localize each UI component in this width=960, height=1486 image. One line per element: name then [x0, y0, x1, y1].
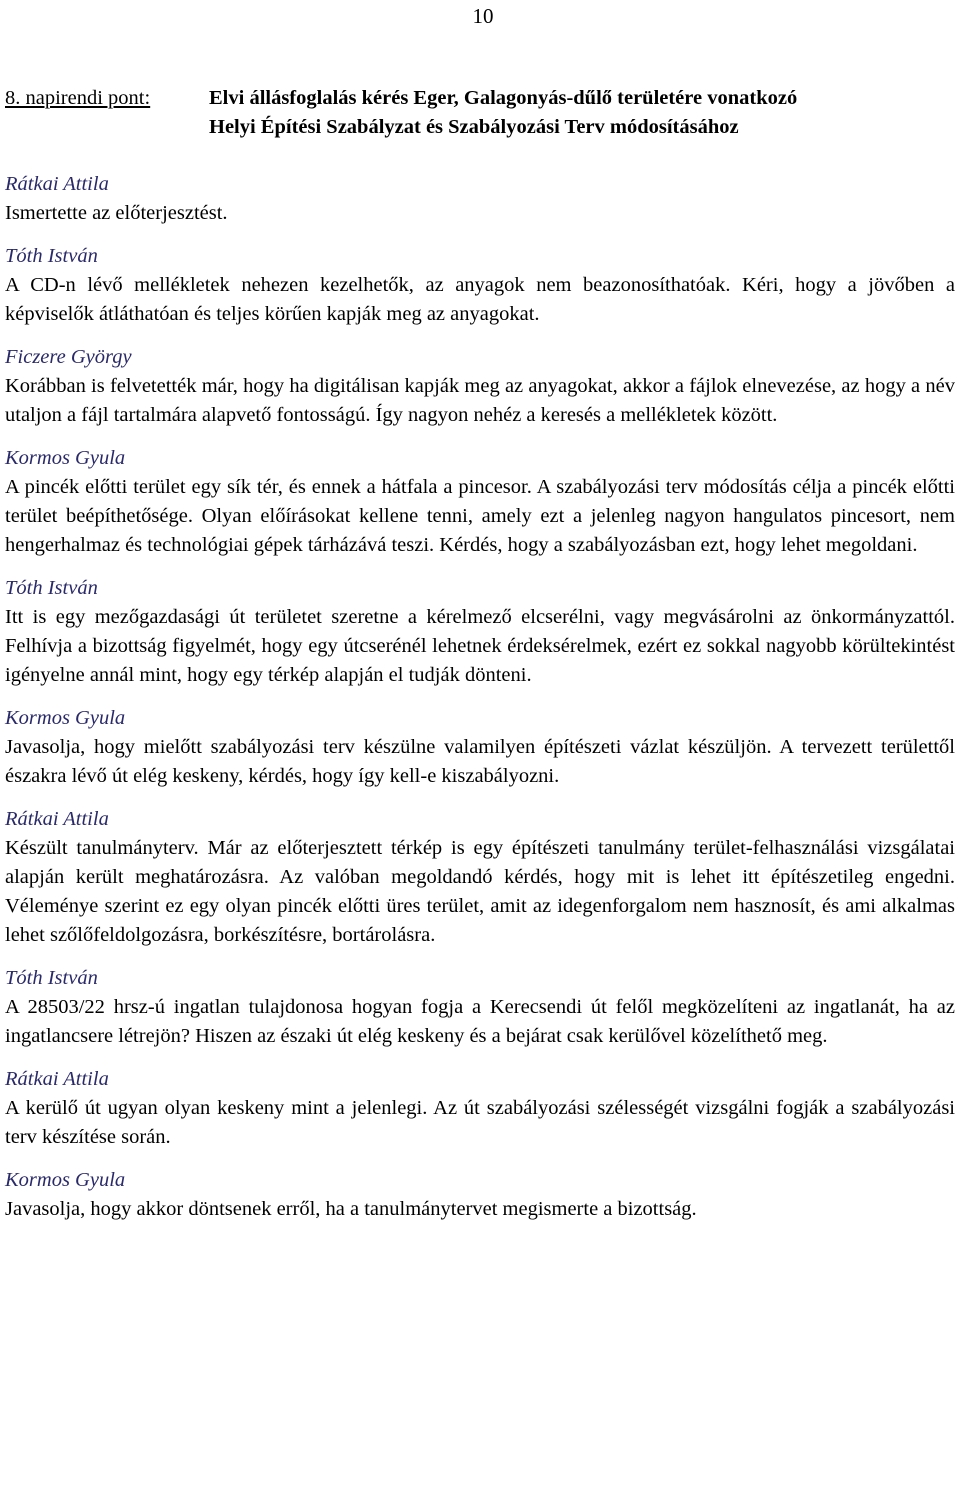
speech-block [5, 704, 955, 791]
speaker-name: Tóth István [5, 967, 98, 989]
page-number: 10 [472, 4, 494, 28]
speaker-name: Ficzere György [5, 346, 132, 368]
agenda-item [5, 84, 955, 142]
speaker-name: Kormos Gyula [5, 707, 126, 729]
speech-text: Javasolja, hogy mielőtt szabályozási terv készülne valamilyen építészeti vázlat készüljön. A tervezett területtől északra lévő út elég keskeny, kérdés, hogy így kell-e kiszabályozni. [5, 736, 955, 787]
speaker-name: Rátkai Attila [5, 1068, 109, 1090]
speaker-name: Tóth István [5, 245, 98, 267]
speech-text: A pincék előtti terület egy sík tér, és ennek a hátfala a pincesor. A szabályozási terv módosítás célja a pincék előtti terület beépíthetősége. Olyan előírásokat kellene tenni, amely ezt a jelenleg nagyon hangulatos pincesort, nem hengerhalmaz és technológiai gépek tárházává teszi. Kérdés, hogy a szabályozásban ezt, hogy lehet megoldani. [5, 476, 955, 556]
speech-block [5, 1166, 955, 1224]
speaker-name: Rátkai Attila [5, 808, 109, 830]
speech-block [5, 444, 955, 560]
speech-block [5, 805, 955, 950]
speech-block [5, 574, 955, 690]
speech-block [5, 343, 955, 430]
speaker-name: Kormos Gyula [5, 447, 126, 469]
speech-text: A 28503/22 hrsz-ú ingatlan tulajdonosa hogyan fogja a Kerecsendi út felől megközelíteni az ingatlanát, ha az ingatlancsere létrejön? Hiszen az északi út elég keskeny és a bejárat csak kerülővel közelíthető meg. [5, 996, 955, 1047]
agenda-label: 8. napirendi pont: [5, 87, 151, 109]
speech-block [5, 170, 955, 228]
agenda-title-line-2: Helyi Építési Szabályzat és Szabályozási Terv módosításához [209, 116, 739, 138]
speech-text: A CD-n lévő mellékletek nehezen kezelhetők, az anyagok nem beazonosíthatóak. Kéri, hogy a jövőben a képviselők átláthatóan és teljes körűen kapják meg az anyagokat. [5, 274, 955, 325]
speech-text: Javasolja, hogy akkor döntsenek erről, ha a tanulmánytervet megismerte a bizottság. [5, 1198, 697, 1220]
speaker-name: Tóth István [5, 577, 98, 599]
speech-text: Ismertette az előterjesztést. [5, 202, 228, 224]
speech-block [5, 1065, 955, 1152]
speech-block [5, 242, 955, 329]
minutes-body [5, 170, 955, 1238]
speech-text: Készült tanulmányterv. Már az előterjesztett térkép is egy építészeti tanulmány terület-felhasználási vizsgálatai alapján került meghatározásra. Az valóban megoldandó kérdés, hogy mit is lehet itt építészetileg engedni. Véleménye szerint ez egy olyan pincék előtti üres terület, amit az idegenforgalom nem hasznosít, és ami alkalmas lehet szőlőfeldolgozásra, borkészítésre, bortárolásra. [5, 837, 955, 946]
speech-text: A kerülő út ugyan olyan keskeny mint a jelenlegi. Az út szabályozási szélességét vizsgálni fogják a szabályozási terv készítése során. [5, 1097, 955, 1148]
agenda-title [209, 84, 955, 142]
speaker-name: Kormos Gyula [5, 1169, 126, 1191]
speech-block [5, 964, 955, 1051]
speech-text: Korábban is felvetették már, hogy ha digitálisan kapják meg az anyagokat, akkor a fájlok elnevezése, az hogy a név utaljon a fájl tartalmára alapvető fontosságú. Így nagyon nehéz a keresés a mellékletek között. [5, 375, 955, 426]
speaker-name: Rátkai Attila [5, 173, 109, 195]
agenda-title-line-1: Elvi állásfoglalás kérés Eger, Galagonyás-dűlő területére vonatkozó [209, 87, 798, 109]
speech-text: Itt is egy mezőgazdasági út területet szeretne a kérelmező elcserélni, vagy megvásárolni az önkormányzattól. Felhívja a bizottság figyelmét, hogy egy útcserénél lehetnek érdeksérelmek, ezért ez sokkal nagyobb körültekintést igényelne annál mint, hogy egy térkép alapján el tudják dönteni. [5, 606, 955, 686]
